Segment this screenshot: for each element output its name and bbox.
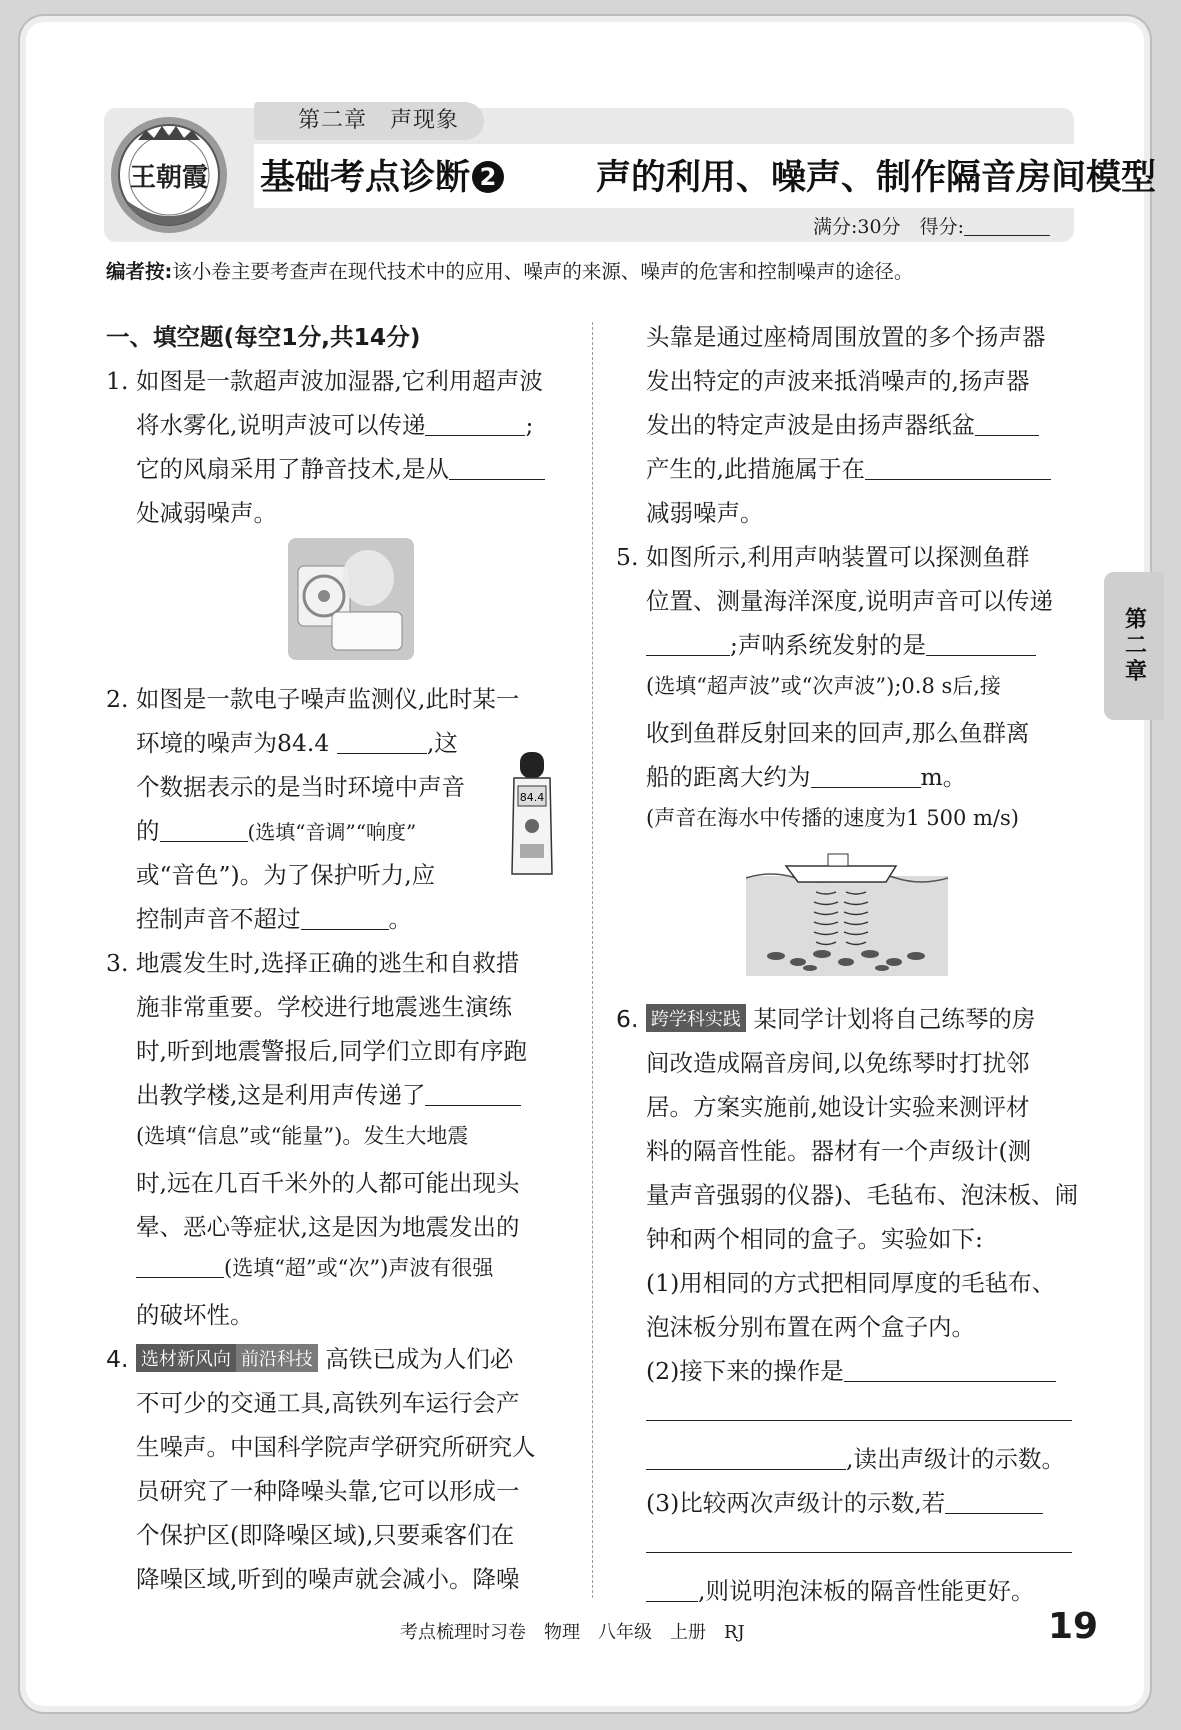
blank[interactable] [945,1490,1043,1515]
q6-line13 [646,1528,1072,1556]
svg-text:王朝霞: 王朝霞 [129,163,209,193]
q3-line7: 晕、恶心等症状,这是因为地震发出的 [136,1213,520,1241]
q3-line5: (选填“信息”或“能量”)。发生大地震 [136,1124,469,1148]
humidifier-image [288,538,414,660]
column-divider [592,322,593,1598]
chapter-side-tab: 第二章 [1104,572,1164,720]
q5-line1: 5. 如图所示,利用声呐装置可以探测鱼群 [616,543,1030,571]
editor-note: 编者按:该小卷主要考查声在现代技术中的应用、噪声的来源、噪声的危害和控制噪声的途径。 [106,260,914,283]
tag-interdisciplinary: 跨学科实践 [646,1004,746,1032]
q1-line3: 它的风扇采用了静音技术,是从 [136,450,545,484]
q6-line1: 6. 跨学科实践 某同学计划将自己练琴的房 [616,1005,1036,1033]
svg-text:84.4: 84.4 [519,791,545,804]
q6-line4: 料的隔音性能。器材有一个声级计(测 [646,1137,1032,1165]
q1-line4: 处减弱噪声。 [136,499,277,527]
blank[interactable] [337,730,427,755]
q5-line7: (声音在海水中传播的速度为1 500 m/s) [646,806,1019,830]
q2-line3: 个数据表示的是当时环境中声音 [136,773,465,801]
page-number: 19 [1048,1606,1099,1647]
blank[interactable] [449,456,545,481]
q6-line5: 量声音强弱的仪器)、毛毡布、泡沫板、闹 [646,1181,1079,1209]
blank[interactable] [301,906,389,931]
q2-line1: 2. 如图是一款电子噪声监测仪,此时某一 [106,685,520,713]
q5-line5: 收到鱼群反射回来的回声,那么鱼群离 [646,719,1030,747]
q4-line1: 4. 选材新风向 前沿科技 高铁已成为人们必 [106,1345,514,1373]
q1-line2: 将水雾化,说明声波可以传递 ; [136,411,534,439]
q6-line3: 居。方案实施前,她设计实验来测评材 [646,1093,1030,1121]
tag-frontier-tech: 前沿科技 [236,1344,318,1372]
blank[interactable] [811,764,921,789]
q4-line6: 降噪区域,听到的噪声就会减小。降噪 [136,1565,520,1593]
q4-line3: 生噪声。中国科学院声学研究所研究人 [136,1433,536,1461]
blank[interactable] [646,632,730,657]
q4-line5: 个保护区(即降噪区域),只要乘客们在 [136,1521,515,1549]
chapter-label: 第二章 声现象 [254,102,484,140]
blank[interactable] [136,1254,224,1279]
subtitle: 声的利用、噪声、制作隔音房间模型 [596,158,1157,198]
q6-line8: 泡沫板分别布置在两个盒子内。 [646,1313,975,1341]
q3-line1: 3. 地震发生时,选择正确的逃生和自救措 [106,949,520,977]
q6-line2: 间改造成隔音房间,以免练琴时打扰邻 [646,1049,1030,1077]
q6-line7: (1)用相同的方式把相同厚度的毛毡布、 [646,1269,1056,1297]
score-line: 满分:30分 得分: [813,212,1050,239]
q3-line9: 的破坏性。 [136,1301,254,1329]
q3-line6: 时,远在几百千米外的人都可能出现头 [136,1169,520,1197]
q5-line3: ;声呐系统发射的是 [646,626,1036,660]
q4-line4: 员研究了一种降噪头靠,它可以形成一 [136,1477,520,1505]
blank[interactable] [425,1082,521,1107]
q6-line14: ,则说明泡沫板的隔音性能更好。 [646,1572,1034,1606]
blank[interactable] [646,1446,846,1471]
blank[interactable] [646,1397,1072,1422]
q6-line10 [646,1396,1072,1424]
q4-cont-line2: 发出特定的声波来抵消噪声的,扬声器 [646,367,1030,395]
title-number-badge: 2 [472,161,504,193]
q4-cont-line4: 产生的,此措施属于在 [646,450,1051,484]
q6-line11: ,读出声级计的示数。 [646,1440,1065,1474]
q6-line9: (2)接下来的操作是 [646,1352,1056,1386]
q4-line2: 不可少的交通工具,高铁列车运行会产 [136,1389,520,1417]
section-heading: 一、填空题(每空1分,共14分) [106,323,421,351]
q2-line4: 的 (选填“音调”“响度” [136,817,417,845]
footer-text: 考点梳理时习卷 物理 八年级 上册 RJ [400,1622,745,1643]
tag-new-trend: 选材新风向 [136,1344,236,1372]
q2-line6: 控制声音不超过 。 [136,905,412,933]
q3-line2: 施非常重要。学校进行地震逃生演练 [136,993,512,1021]
wangzhaoxia-logo [106,112,232,238]
blank[interactable] [646,1529,1072,1554]
blank[interactable] [425,412,525,437]
q3-line8: (选填“超”或“次”)声波有很强 [136,1252,493,1282]
blank[interactable] [844,1358,1056,1383]
q4-cont-line5: 减弱噪声。 [646,499,764,527]
q6-line6: 钟和两个相同的盒子。实验如下: [646,1225,983,1253]
main-title: 基础考点诊断 2 [260,150,504,200]
q1-line1: 1. 如图是一款超声波加湿器,它利用超声波 [106,367,543,395]
blank[interactable] [160,818,248,843]
header-banner [104,102,1157,242]
q4-cont-line3: 发出的特定声波是由扬声器纸盆 [646,406,1039,440]
q2-line5: 或“音色”)。为了保护听力,应 [136,861,436,889]
q5-line4: (选填“超声波”或“次声波”);0.8 s后,接 [646,674,1001,698]
q2-line2: 环境的噪声为84.4 ,这 [136,729,458,757]
blank[interactable] [865,456,1051,481]
q6-line12: (3)比较两次声级计的示数,若 [646,1484,1043,1518]
blank[interactable] [975,412,1039,437]
q4-cont-line1: 头靠是通过座椅周围放置的多个扬声器 [646,323,1046,351]
q5-line6: 船的距离大约为 m。 [646,763,967,791]
sonar-image [746,848,948,976]
q5-line2: 位置、测量海洋深度,说明声音可以传递 [646,587,1053,615]
blank[interactable] [646,1578,698,1603]
noise-meter-image [510,752,554,882]
blank[interactable] [926,632,1036,657]
q3-line3: 时,听到地震警报后,同学们立即有序跑 [136,1037,527,1065]
q3-line4: 出教学楼,这是利用声传递了 [136,1076,521,1110]
